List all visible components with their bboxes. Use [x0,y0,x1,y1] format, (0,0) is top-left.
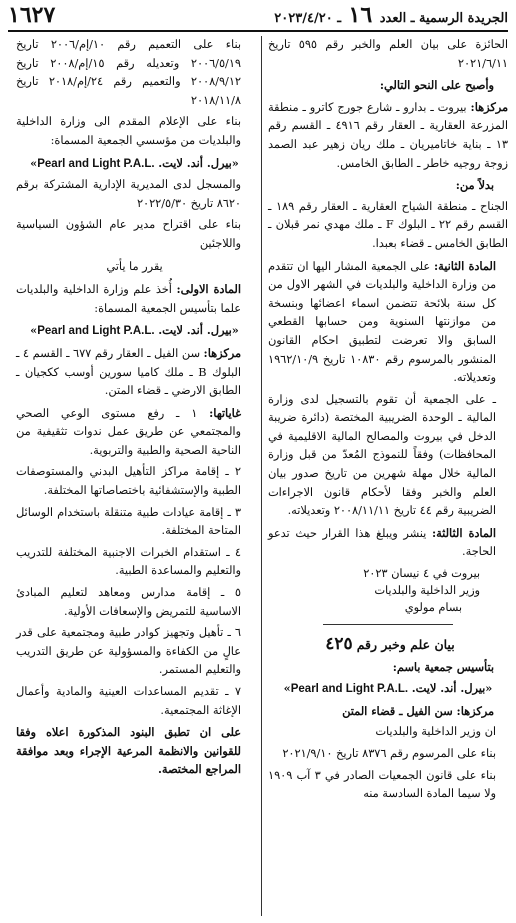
right-article-2 [268,257,508,388]
page-header [8,2,508,32]
left-assoc-name-en: Pearl and Light P.A.L. [37,157,155,170]
right-heading-new: وأصبح على النحو التالي: [379,78,494,93]
article-3-text: ينشر ويبلغ هذا القرار حيث تدعو الحاجة. [268,526,496,559]
left-assoc-name-2-close: » [30,323,38,338]
right-p3: الجناح ـ منطقة الشياح العقارية ـ العقار رقم ١٨٩ ـ القسم رقم ٢٢ ـ البلوك F ـ ملك مهدي نمر قبلان ـ الطابق الخامس ـ قضاء بعبدا. [268,199,508,250]
notice-title [268,635,508,655]
left-p2: بناء على الإعلام المقدم الى وزارة الداخلية والبلديات من مؤسسي الجمعية المسماة: [16,115,241,147]
left-column [16,36,262,916]
goal-5: ٥ ـ إقامة مدارس ومعاهد لتعليم المبادئ الاساسية للتمريض والإسعافات الأولية. [16,586,241,618]
right-heading-instead: بدلاً من: [455,178,494,193]
left-assoc-name-2-en: Pearl and Light P.A.L. [37,325,155,338]
goal-6: ٦ ـ تأهيل وتجهيز كوادر طبية ومجتمعية على قدر عالٍ من الكفاءة والمسؤولية عن طريق التدريب والتعليم المستمر. [16,626,241,677]
notice-hq-label: مركزها: [456,703,494,718]
decides-heading: يقرر ما يأتي [106,259,163,273]
article-1-label: المادة الاولى: [176,282,241,297]
goal-2: ٢ ـ إقامة مراكز التأهيل البدني والمستوصفات الطبية والإستشفائية باختصاصاتها المختلفة. [16,465,241,498]
article-3-label: المادة الثالثة: [431,525,496,540]
right-column [262,36,508,916]
notice-hq-text: سن الفيل ـ قضاء المتن [342,703,457,718]
goal-7: ٧ ـ تقديم المساعدات العينية والمادية وأعمال الإغاثة المجتمعية. [16,685,241,717]
left-assoc-name [16,154,253,174]
goal-3: ٣ ـ إقامة عيادات طبية متنقلة باستخدام الوسائل المتاحة المختلفة. [16,505,241,538]
left-p5: بناء على اقتراح مدير عام الشؤون السياسية واللاجئين [16,218,241,250]
right-article-3 [268,524,508,562]
left-assoc-name-2-ar: «بيرل. أند. لايت. [158,323,239,338]
section-divider [323,624,453,625]
sig-title: وزير الداخلية والبلديات [374,584,480,598]
left-assoc-name-ar: «بيرل. أند. لايت. [158,155,239,170]
sig-name: بسام مولوي [404,601,462,615]
notice-hq [268,702,508,721]
goals-text: ١ ـ رفع مستوى الوعي الصحي والمجتمعي عن طريق عمل ندوات تثقيفية من الناحية الصحية والطبية والتربوية. [16,406,241,457]
assoc-name-close: » [283,681,291,696]
closing-clause: على ان تطبق البنود المذكورة اعلاه وفقا للقوانين والانظمة المرعية الإجراء وبعد موافقة المراجع المختصة. [16,725,241,777]
assoc-name-ar: «بيرل. أند. لايت. [411,681,493,696]
left-p1: بناء على التعميم رقم ١٠/إم/٢٠٠٦ تاريخ ٢٠٠٦/٥/١٩ وتعديله رقم ١٥/إم/٢٠٠٨ تاريخ ٢٠٠٨/٩/١٢ والتعميم رقم ٢٤/إم/٢٠١٨ تاريخ ٢٠١٨/١١/٨ [16,38,241,107]
left-p4: والمسجل لدى المديرية الإدارية المشتركة برقم ٨٦٢٠ تاريخ ٢٠٢٢/٥/٣٠ [16,178,241,210]
left-article-1 [16,280,253,318]
gazette-name: الجريدة الرسمية ـ العدد [379,11,508,26]
right-p1: الحائزة على بيان العلم والخبر رقم ٥٩٥ تاريخ ٢٠٢١/٦/١١ [268,38,508,70]
notice-sub: بتأسيس جمعية باسم: [392,659,494,674]
left-hq-text: سن الفيل ـ العقار رقم ٦٧٧ ـ القسم ٤ ـ البلوك B ـ ملك كاميا سورين أوسب ككجيان ـ الطابق الارضي ـ قضاء المتن. [16,346,242,398]
assoc-name-en: Pearl and Light P.A.L. [290,683,409,696]
article-1-text: أُخذ علم وزارة الداخلية والبلديات علما بتأسيس الجمعية المسماة: [16,283,241,315]
sig-place-date: بيروت في ٤ نيسان ٢٠٢٣ [363,567,480,581]
left-assoc-name-2 [16,321,253,341]
goal-4: ٤ ـ استقدام الخبرات الاجنبية المختلفة للتدريب والتعليم والمساعدة الطبية. [16,545,241,578]
goals-label: غاياتها: [209,405,241,420]
left-hq [16,344,253,401]
left-hq-label: مركزها: [203,345,241,360]
right-p9: بناء على قانون الجمعيات الصادر في ٣ آب ١٩٠٩ ولا سيما المادة السادسة منه [268,768,496,801]
article-2-label: المادة الثانية: [434,258,496,273]
assoc-name [268,679,508,699]
issue-number: ١٦ [348,2,373,28]
right-p7: ان وزير الداخلية والبلديات [375,725,496,739]
left-assoc-name-close: » [30,155,38,170]
notice-number: ٤٢٥ [325,634,353,655]
signature-block [268,565,508,616]
two-column-body [8,36,508,916]
notice-prefix: بيان علم وخبر رقم [356,637,455,653]
gazette-title [274,2,508,28]
issue-date: ـ ٢٠٢٣/٤/٢٠ [274,11,342,26]
left-goals [16,404,253,461]
article-2-text: على الجمعية المشار اليها ان تتقدم من وزارة الداخلية والبلديات في الشهر الاول من كل سنة بلائحة تتضمن اسماء اعضائها وبنسخة من موازنتها السنوية ومن حسابها القطعي السابق والا تعرضت لتطبيق احكام القانون المنشور بالمرسوم رقم ١٠٨٣٠ تاريخ ١٩٦٢/١٠/٩ وتعديلاته. [268,259,496,385]
hq-text: بيروت ـ بدارو ـ شارع جورج كاترو ـ منطقة المزرعة العقارية ـ العقار رقم ٤٩١٦ ـ القسم رقم ١٣ ـ بناية خاتاميريان ـ ملك ريان زهير عبد الصمد زوجة روجيه خاطر ـ الطابق الخامس. [268,100,508,170]
hq-label: مركزها: [470,99,508,114]
right-p8: بناء على المرسوم رقم ٨٣٧٦ تاريخ ٢٠٢١/٩/١٠ [282,747,496,760]
right-p5: ـ على الجمعية أن تقوم بالتسجيل لدى وزارة المالية ـ الوحدة الضريبية المختصة (دائرة ضريبة الدخل في بيروت والمصالح المالية الاقليمية في المحافظات) وفقاً للنموذج المُعدّ من قبل وزارة المالية خلال مهلة شهرين من تاريخ صدور بيان العلم والخبر وفقا لأحكام قانون الاجراءات الضريبية رقم ٤٤ تاريخ ٢٠٠٨/١١/١١ وتعديلاته. [268,392,496,518]
right-p2 [268,98,508,173]
page-number: ١٦٢٧ [8,2,56,28]
